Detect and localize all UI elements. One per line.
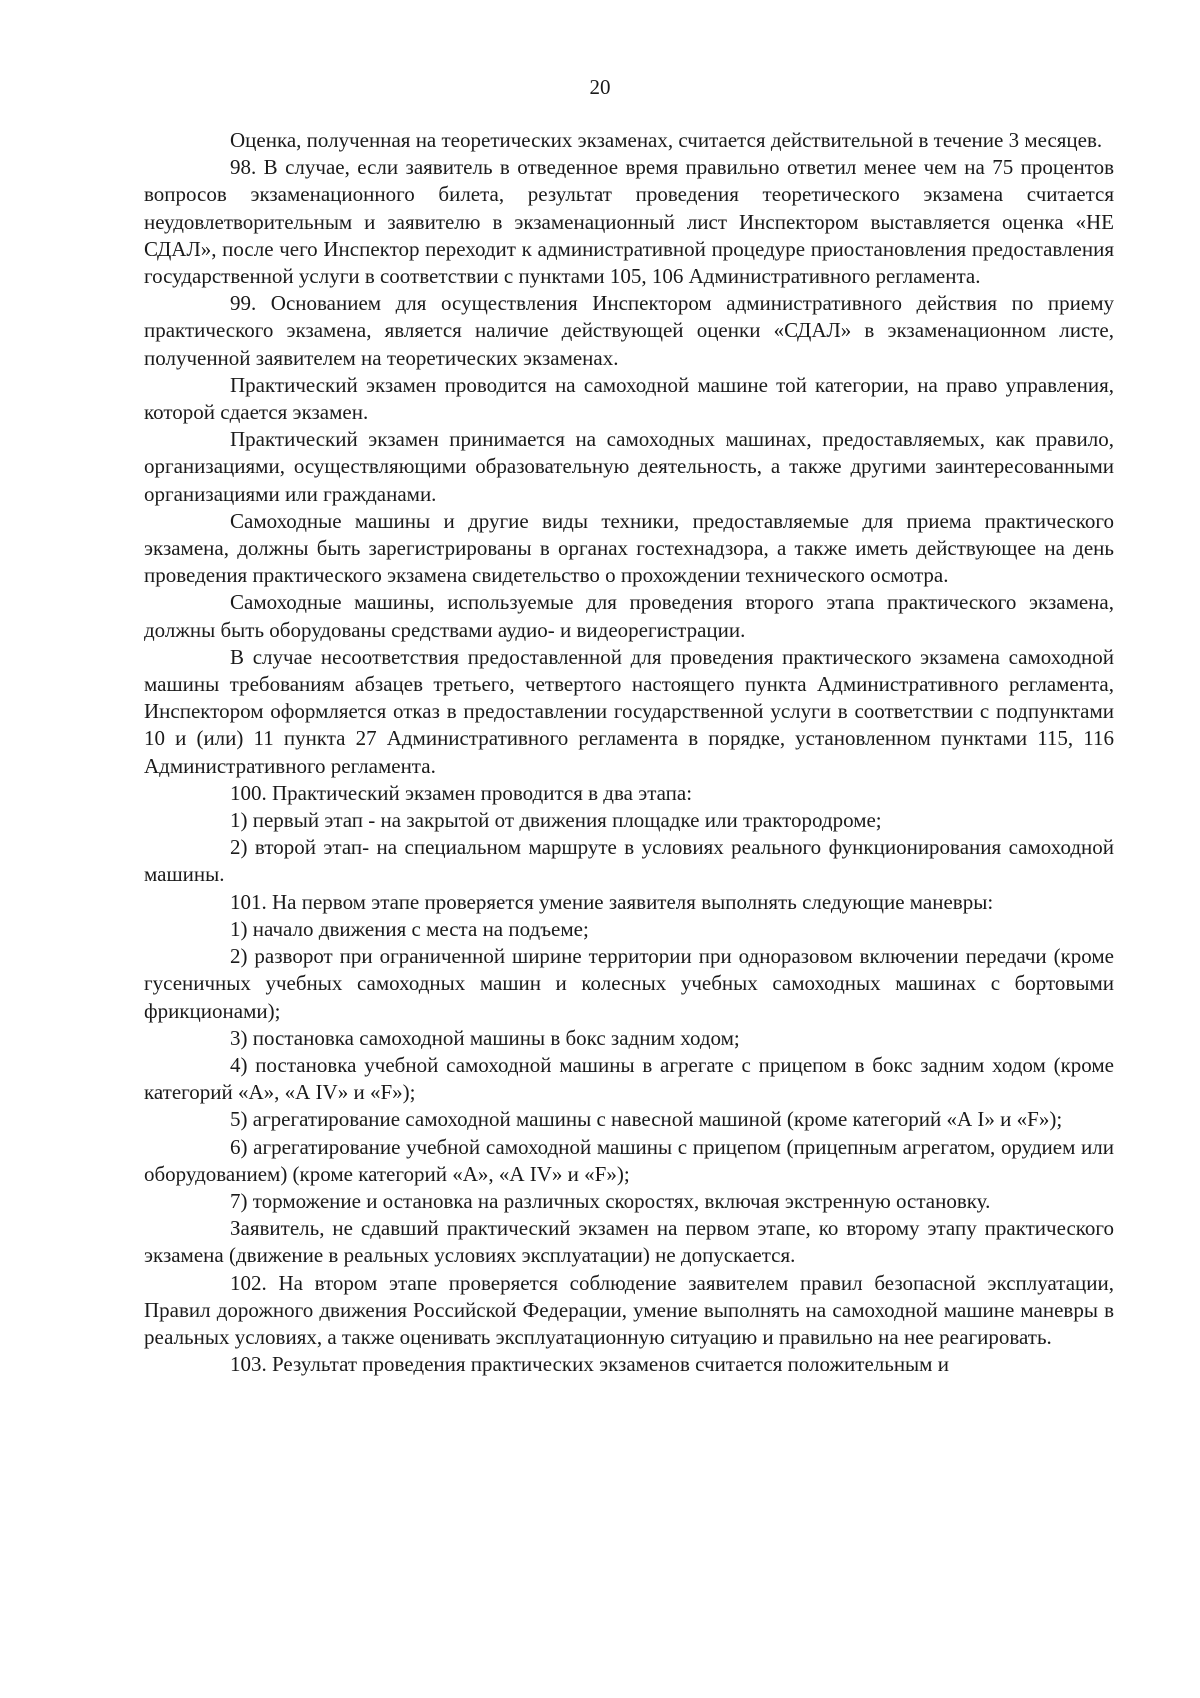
list-item-maneuver-1: 1) начало движения с места на подъеме; — [230, 916, 589, 941]
page-number: 20 — [589, 75, 611, 99]
paragraph-stage-1-failure: Заявитель, не сдавший практический экзамен на первом этапе, ко второму этапу практического экзамена (движение в реальных условиях эксплуатации) не допускается. — [144, 1216, 1114, 1268]
paragraph-audio-video: Самоходные машины, используемые для проведения второго этапа практического экзамена, должны быть оборудованы средствами аудио- и видеорегистрации. — [144, 590, 1114, 642]
list-item-maneuver-3: 3) постановка самоходной машины в бокс задним ходом; — [230, 1025, 740, 1050]
list-item-maneuver-2: 2) разворот при ограниченной ширине территории при одноразовом включении передачи (кроме гусеничных учебных самоходных машин и колесных учебных самоходных машинах с бортовыми фрикционами); — [144, 944, 1114, 1023]
paragraph-machine-registration: Самоходные машины и другие виды техники, предоставляемые для приема практического экзамена, должны быть зарегистрированы в органах гостехнадзора, а также иметь действующее на день проведения практического экзамена свидетельство о прохождении технического осмотра. — [144, 508, 1114, 588]
paragraph-100: 100. Практический экзамен проводится в два этапа: — [230, 780, 693, 805]
list-item-maneuver-5: 5) агрегатирование самоходной машины с навесной машиной (кроме категорий «А I» и «F»); — [230, 1107, 1063, 1132]
document-body — [144, 127, 1114, 1378]
list-item-maneuver-6: 6) агрегатирование учебной самоходной машины с прицепом (прицепным агрегатом, орудием или оборудованием) (кроме категорий «А», «А IV» и «F»); — [144, 1134, 1114, 1186]
list-item-maneuver-4: 4) постановка учебной самоходной машины в агрегате с прицепом в бокс задним ходом (кроме категорий «А», «А IV» и «F»); — [144, 1052, 1114, 1105]
paragraph-102: 102. На втором этапе проверяется соблюдение заявителем правил безопасной эксплуатации, Правил дорожного движения Российской Федерации, умение выполнять на самоходной машине маневры в реальных условиях, а также оценивать эксплуатационную ситуацию и правильно на нее реагировать. — [144, 1270, 1114, 1349]
paragraph-101: 101. На первом этапе проверяется умение заявителя выполнять следующие маневры: — [230, 889, 994, 914]
paragraph-exam-category: Практический экзамен проводится на самоходной машине той категории, на право управления, которой сдается экзамен. — [144, 372, 1114, 425]
paragraph-98: 98. В случае, если заявитель в отведенное время правильно ответил менее чем на 75 процентов вопросов экзаменационного билета, результат проведения теоретического экзамена считается неудовлетворительным и заявителю в экзаменационный лист Инспектором выставляется оценка «НЕ СДАЛ», после чего Инспектор переходит к административной процедуре приостановления предоставления государственной услуги в соответствии с пунктами 105, 106 Административного регламента. — [144, 155, 1114, 289]
list-item-stage-2: 2) второй этап- на специальном маршруте в условиях реального функционирования самоходной машины. — [144, 835, 1114, 887]
paragraph-exam-machines: Практический экзамен принимается на самоходных машинах, предоставляемых, как правило, организациями, осуществляющими образовательную деятельность, а также другими заинтересованными организациями или гражданами. — [144, 427, 1114, 506]
paragraph-103: 103. Результат проведения практических экзаменов считается положительным и — [230, 1352, 949, 1377]
paragraph-99: 99. Основанием для осуществления Инспектором административного действия по приему практического экзамена, является наличие действующей оценки «СДАЛ» в экзаменационном листе, полученной заявителем на теоретических экзаменах. — [144, 291, 1114, 370]
list-item-maneuver-7: 7) торможение и остановка на различных скоростях, включая экстренную остановку. — [230, 1188, 991, 1213]
paragraph-nonconformity: В случае несоответствия предоставленной для проведения практического экзамена самоходной машины требованиям абзацев третьего, четвертого настоящего пункта Административного регламента, Инспектором оформляется отказ в предоставлении государственной услуги в соответствии с подпунктами 10 и (или) 11 пункта 27 Административного регламента в порядке, установленном пунктами 115, 116 Административного регламента. — [144, 644, 1114, 778]
list-item-stage-1: 1) первый этап - на закрытой от движения площадке или трактородроме; — [230, 808, 882, 833]
paragraph-grade-validity: Оценка, полученная на теоретических экзаменах, считается действительной в течение 3 месяцев. — [230, 128, 1103, 152]
